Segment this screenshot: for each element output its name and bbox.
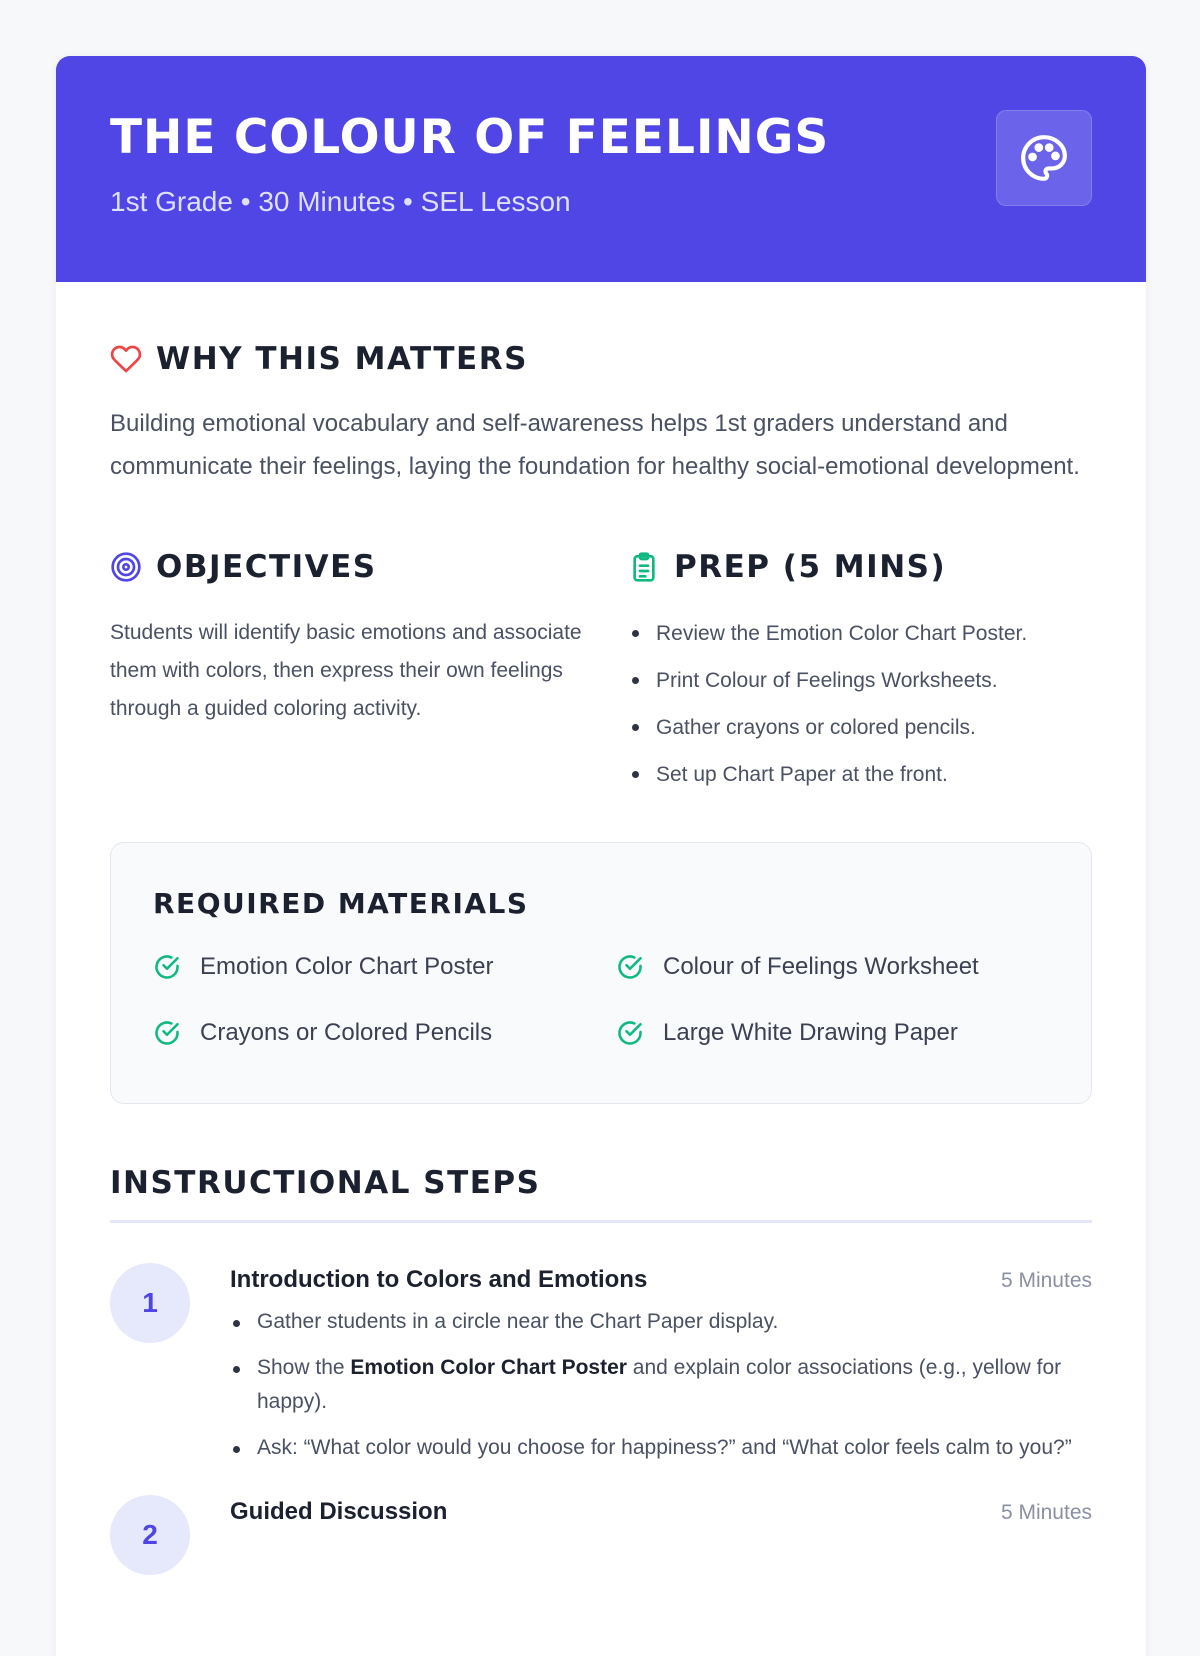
palette-icon — [1019, 133, 1069, 183]
prep-heading — [628, 548, 1088, 586]
why-title: WHY THIS MATTERS — [156, 341, 528, 377]
step-duration: 5 Minutes — [1000, 1269, 1092, 1292]
step-title: Introduction to Colors and Emotions — [230, 1266, 648, 1293]
objectives-prep-row — [110, 548, 1092, 798]
step-number: 2 — [110, 1495, 190, 1575]
clipboard-icon — [628, 551, 660, 583]
prep-item: Set up Chart Paper at the front. — [628, 751, 1088, 798]
materials-box — [110, 842, 1092, 1104]
prep-list — [628, 610, 1088, 798]
step-bullet-text: Show the — [257, 1356, 351, 1379]
step-bullet: Ask: “What color would you choose for happiness?” and “What color feels calm to you?” — [230, 1431, 1092, 1465]
check-circle-icon — [153, 1019, 181, 1047]
material-item — [616, 1015, 1036, 1051]
material-label: Emotion Color Chart Poster — [200, 953, 494, 980]
objectives-section — [110, 548, 628, 798]
lesson-header — [56, 56, 1146, 282]
palette-badge — [996, 110, 1092, 206]
material-label: Crayons or Colored Pencils — [200, 1019, 493, 1046]
why-heading — [110, 340, 1092, 378]
materials-title: REQUIRED MATERIALS — [153, 887, 529, 920]
prep-title: PREP (5 MINS) — [674, 549, 947, 585]
check-circle-icon — [153, 953, 181, 981]
lesson-title: THE COLOUR OF FEELINGS — [110, 110, 830, 165]
objectives-text: Students will identify basic emotions and associate them with colors, then express their own feelings through a guided coloring activity. — [110, 621, 582, 720]
step-title-row — [230, 1263, 1092, 1297]
objectives-title: OBJECTIVES — [156, 549, 377, 585]
prep-section — [628, 548, 1088, 798]
prep-item: Print Colour of Feelings Worksheets. — [628, 657, 1088, 704]
objectives-heading — [110, 548, 628, 586]
material-item — [153, 949, 616, 985]
step-1 — [110, 1263, 1092, 1465]
step-title-row — [230, 1495, 1092, 1529]
step-title: Guided Discussion — [230, 1498, 448, 1525]
steps-heading: INSTRUCTIONAL STEPS — [110, 1164, 1092, 1223]
material-label: Colour of Feelings Worksheet — [663, 953, 979, 980]
target-icon — [110, 551, 142, 583]
step-2 — [110, 1495, 1092, 1550]
step-bullet — [230, 1351, 1092, 1419]
step-bullet-bold: Emotion Color Chart Poster — [350, 1356, 627, 1379]
why-text: Building emotional vocabulary and self-awareness helps 1st graders understand and communicate their feelings, laying the foundation for healthy social-emotional development. — [110, 410, 1080, 480]
heart-icon — [110, 343, 142, 375]
lesson-card — [56, 56, 1146, 1656]
materials-grid — [153, 949, 1051, 1051]
lesson-subtitle: 1st Grade • 30 Minutes • SEL Lesson — [110, 186, 571, 217]
check-circle-icon — [616, 953, 644, 981]
prep-item: Gather crayons or colored pencils. — [628, 704, 1088, 751]
step-duration: 5 Minutes — [1000, 1501, 1092, 1524]
material-item — [153, 1015, 616, 1051]
lesson-content — [56, 282, 1146, 1550]
material-label: Large White Drawing Paper — [663, 1019, 958, 1046]
step-number: 1 — [110, 1263, 190, 1343]
step-bullet: Gather students in a circle near the Chart Paper display. — [230, 1305, 1092, 1339]
material-item — [616, 949, 1036, 985]
step-bullets — [230, 1305, 1092, 1465]
check-circle-icon — [616, 1019, 644, 1047]
prep-item: Review the Emotion Color Chart Poster. — [628, 610, 1088, 657]
step-bullet-text: and explain color associations (e.g., yellow for happy). — [257, 1356, 1062, 1413]
